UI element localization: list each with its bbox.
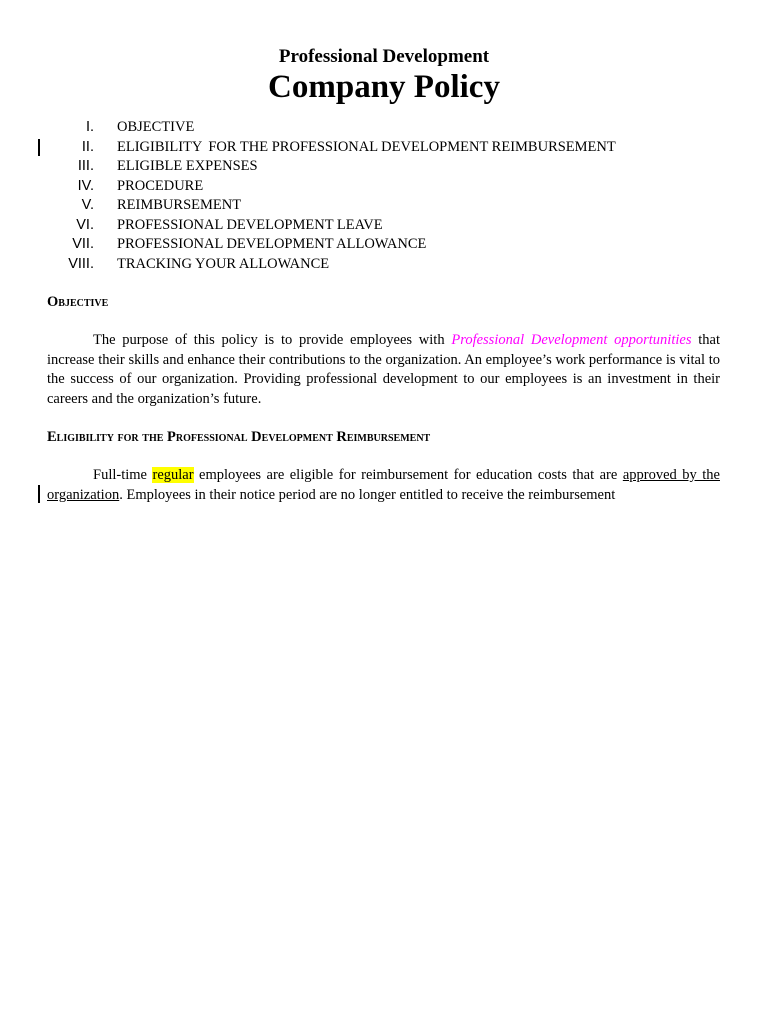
toc-item-number: III. bbox=[77, 158, 94, 174]
toc-item-label-continued: FOR THE PROFESSIONAL DEVELOPMENT REIMBURSEMENT bbox=[208, 138, 616, 155]
toc-item-label: OBJECTIVE bbox=[117, 119, 195, 135]
objective-text-start: The purpose of this policy is to provide employees with bbox=[93, 332, 452, 348]
toc-item-number: II. bbox=[81, 138, 94, 155]
toc-item[interactable] bbox=[0, 138, 768, 158]
toc-item-number: VIII. bbox=[68, 255, 94, 272]
table-of-contents bbox=[0, 118, 768, 274]
toc-item-number: VII. bbox=[72, 236, 94, 252]
toc-item-label: ELIGIBILITY bbox=[117, 138, 203, 155]
approved-by-organization-text: approved by the organization bbox=[47, 467, 720, 503]
toc-item-label: ELIGIBLE EXPENSES bbox=[117, 158, 258, 174]
toc-item-label: REIMBURSEMENT bbox=[117, 197, 242, 213]
toc-item-label: PROFESSIONAL DEVELOPMENT ALLOWANCE bbox=[117, 236, 427, 252]
eligibility-text-start: Full-time bbox=[93, 467, 153, 483]
toc-item-number: IV. bbox=[77, 177, 94, 194]
toc-item-label: PROFESSIONAL DEVELOPMENT LEAVE bbox=[117, 216, 383, 233]
document-subtitle: Professional Development bbox=[278, 46, 490, 67]
eligibility-text-end: . Employees in their notice period are no longer entitled to receive the reimbursement bbox=[119, 486, 616, 503]
toc-item[interactable] bbox=[0, 255, 768, 275]
toc-item-label: TRACKING YOUR ALLOWANCE bbox=[117, 255, 330, 272]
toc-item-number: V. bbox=[81, 197, 94, 213]
professional-development-opportunities-text: Professional Development opportunities bbox=[451, 332, 692, 348]
eligibility-text-mid: employees are eligible for reimbursement for education costs that are bbox=[193, 467, 623, 483]
toc-item-label: PROCEDURE bbox=[117, 177, 204, 194]
objective-paragraph bbox=[47, 331, 720, 409]
toc-item[interactable] bbox=[0, 118, 768, 138]
section-heading-objective: Objective bbox=[47, 294, 109, 310]
toc-item-number: I. bbox=[85, 119, 94, 135]
section-heading-eligibility: Eligibility for the Professional Development Reimbursement bbox=[47, 429, 431, 445]
change-bar-eligibility bbox=[38, 485, 40, 503]
toc-item[interactable] bbox=[0, 216, 768, 236]
toc-item[interactable] bbox=[0, 196, 768, 216]
toc-item-number: VI. bbox=[76, 216, 94, 233]
eligibility-paragraph bbox=[47, 466, 720, 505]
document-title: Company Policy bbox=[268, 69, 500, 105]
toc-item[interactable] bbox=[0, 157, 768, 177]
toc-item[interactable] bbox=[0, 235, 768, 255]
objective-text-end: that increase their skills and enhance their contributions to the organization. An employee’s work performance is vital to the success of our organization. Providing professional development to our employees is an investment in their careers and the organization’s future. bbox=[47, 332, 720, 407]
toc-item-label-group bbox=[117, 138, 616, 158]
regular-highlighted-text: regular bbox=[152, 467, 194, 483]
toc-item[interactable] bbox=[0, 177, 768, 197]
